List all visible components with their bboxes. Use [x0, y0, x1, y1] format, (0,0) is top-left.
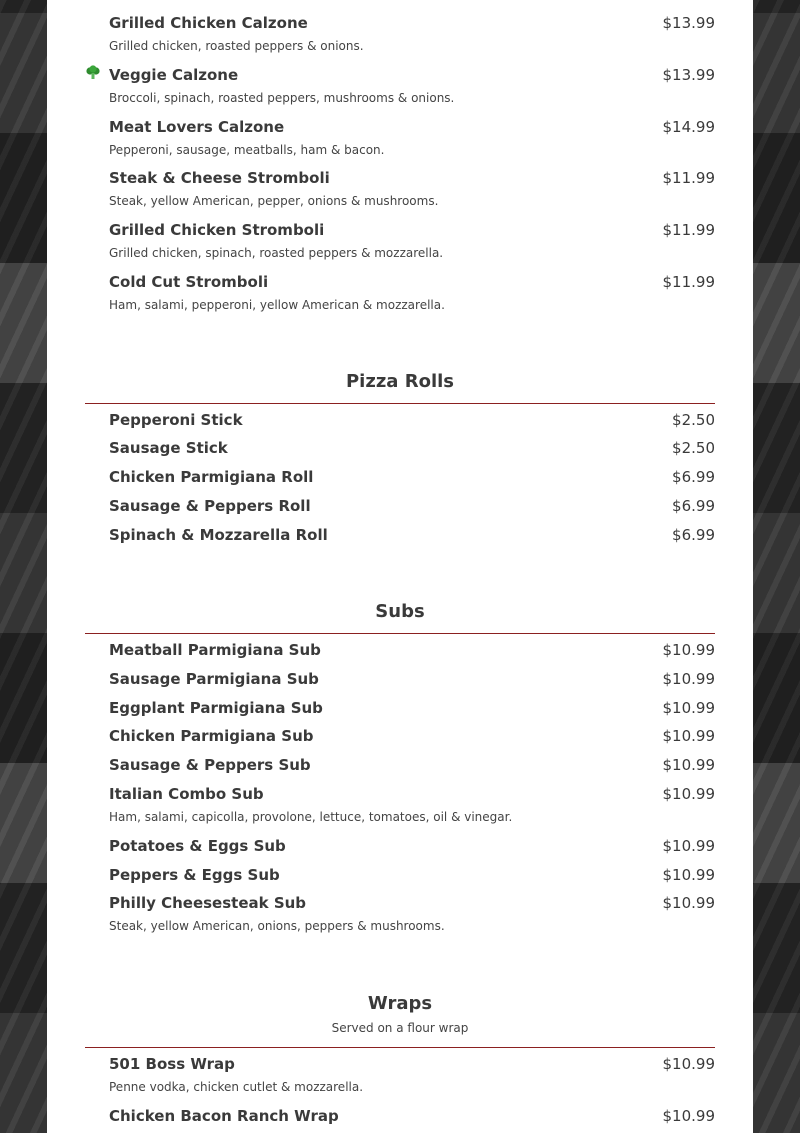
item-price: $6.99	[672, 526, 715, 544]
item-name: Sausage Parmigiana Sub	[109, 670, 319, 688]
item-price: $6.99	[672, 468, 715, 486]
item-description: Steak, yellow American, onions, peppers & mushrooms.	[109, 919, 445, 933]
item-price: $6.99	[672, 497, 715, 515]
item-price: $10.99	[662, 1107, 715, 1125]
item-name: Chicken Parmigiana Roll	[109, 468, 314, 486]
item-name: Italian Combo Sub	[109, 785, 264, 803]
item-description: Steak, yellow American, pepper, onions & mushrooms.	[109, 194, 439, 208]
background-right	[753, 0, 800, 1133]
item-price: $10.99	[662, 756, 715, 774]
item-price: $11.99	[662, 221, 715, 239]
background-left	[0, 0, 47, 1133]
item-price: $10.99	[662, 641, 715, 659]
item-price: $2.50	[672, 411, 715, 429]
item-description: Penne vodka, chicken cutlet & mozzarella.	[109, 1080, 364, 1094]
item-name: Peppers & Eggs Sub	[109, 866, 280, 884]
item-name: Sausage & Peppers Roll	[109, 497, 311, 515]
item-name: Potatoes & Eggs Sub	[109, 837, 286, 855]
item-name: Eggplant Parmigiana Sub	[109, 699, 323, 717]
item-name: Chicken Bacon Ranch Wrap	[109, 1107, 339, 1125]
item-name: Cold Cut Stromboli	[109, 273, 269, 291]
item-name: Chicken Parmigiana Sub	[109, 727, 314, 745]
section-title-subs: Subs	[375, 601, 425, 622]
item-description: Grilled chicken, roasted peppers & onions.	[109, 39, 364, 53]
section-subtitle: Served on a flour wrap	[331, 1021, 469, 1035]
item-price: $11.99	[662, 273, 715, 291]
item-description: Broccoli, spinach, roasted peppers, mushrooms & onions.	[109, 91, 455, 105]
item-name: Sausage & Peppers Sub	[109, 756, 311, 774]
item-description: Ham, salami, capicolla, provolone, lettuce, tomatoes, oil & vinegar.	[109, 810, 513, 824]
item-name: Veggie Calzone	[109, 66, 239, 84]
item-description: Pepperoni, sausage, meatballs, ham & bacon.	[109, 143, 385, 157]
item-price: $10.99	[662, 894, 715, 912]
item-price: $11.99	[662, 169, 715, 187]
item-name: Sausage Stick	[109, 439, 228, 457]
item-price: $2.50	[672, 439, 715, 457]
item-price: $10.99	[662, 837, 715, 855]
broccoli-icon	[85, 65, 101, 81]
item-description: Grilled chicken, spinach, roasted peppers & mozzarella.	[109, 246, 444, 260]
item-price: $10.99	[662, 670, 715, 688]
item-name: Meatball Parmigiana Sub	[109, 641, 321, 659]
item-price: $10.99	[662, 699, 715, 717]
item-price: $13.99	[662, 66, 715, 84]
item-name: Spinach & Mozzarella Roll	[109, 526, 328, 544]
section-title-pizza-rolls: Pizza Rolls	[345, 371, 454, 392]
item-name: Grilled Chicken Stromboli	[109, 221, 325, 239]
section-divider	[85, 1047, 715, 1048]
item-name: Steak & Cheese Stromboli	[109, 169, 330, 187]
item-price: $13.99	[662, 14, 715, 32]
item-price: $10.99	[662, 866, 715, 884]
item-price: $10.99	[662, 785, 715, 803]
item-name: Meat Lovers Calzone	[109, 118, 285, 136]
item-price: $10.99	[662, 1055, 715, 1073]
section-divider	[85, 403, 715, 404]
item-price: $10.99	[662, 727, 715, 745]
item-name: Grilled Chicken Calzone	[109, 14, 308, 32]
item-name: Pepperoni Stick	[109, 411, 243, 429]
menu-page	[47, 0, 753, 1133]
item-name: Philly Cheesesteak Sub	[109, 894, 307, 912]
section-divider	[85, 633, 715, 634]
item-name: 501 Boss Wrap	[109, 1055, 235, 1073]
item-price: $14.99	[662, 118, 715, 136]
section-title-wraps: Wraps	[367, 993, 433, 1014]
item-description: Ham, salami, pepperoni, yellow American & mozzarella.	[109, 298, 445, 312]
